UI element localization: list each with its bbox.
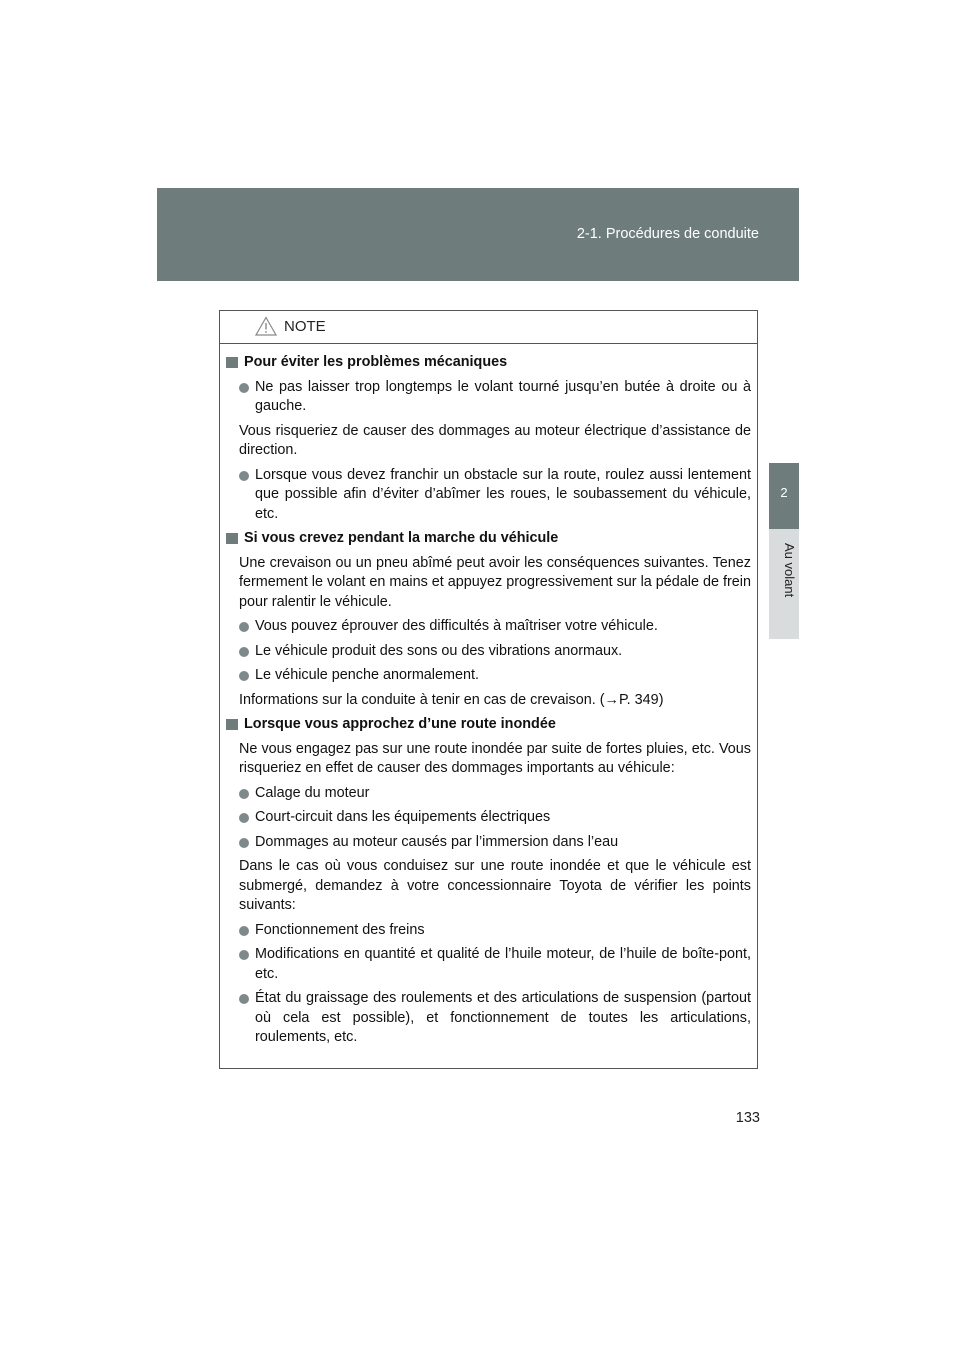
chapter-number: 2 (780, 485, 788, 500)
paragraph: Une crevaison ou un pneu abîmé peut avoir les conséquences suivantes. Tenez fermement le volant en mains et appuyez progressivement sur la pédale de frein pour ralentir le véhicule. (239, 554, 751, 610)
bullet-item (239, 989, 751, 1048)
note-header (220, 311, 757, 344)
note-box (219, 310, 758, 1069)
section-heading (226, 353, 751, 373)
round-bullet-icon (239, 789, 249, 799)
note-title: NOTE (284, 318, 326, 335)
note-content (220, 343, 757, 1053)
section-heading-text: Pour éviter les problèmes mécaniques (244, 354, 508, 370)
round-bullet-icon (239, 622, 249, 632)
round-bullet-icon (239, 383, 249, 393)
bullet-text: Modifications en quantité et qualité de l’huile moteur, de l’huile de boîte-pont, etc. (255, 946, 751, 982)
paragraph: Dans le cas où vous conduisez sur une route inondée et que le véhicule est submergé, demandez à votre concessionnaire Toyota de vérifier les points suivants: (239, 858, 751, 913)
bullet-item (239, 466, 751, 525)
bullet-text: Dommages au moteur causés par l’immersion dans l’eau (255, 833, 619, 850)
paragraph: Informations sur la conduite à tenir en cas de crevaison. (→P. 349) (239, 691, 664, 708)
round-bullet-icon (239, 671, 249, 681)
square-bullet-icon (226, 533, 238, 544)
round-bullet-icon (239, 926, 249, 936)
page-number: 133 (735, 1110, 760, 1126)
round-bullet-icon (239, 994, 249, 1004)
section-title: 2-1. Procédures de conduite (576, 226, 759, 242)
round-bullet-icon (239, 950, 249, 960)
round-bullet-icon (239, 471, 249, 481)
bullet-item (239, 378, 751, 417)
section-heading (226, 715, 751, 735)
square-bullet-icon (226, 719, 238, 730)
paragraph: Ne vous engagez pas sur une route inondée par suite de fortes pluies, etc. Vous risqueriez en effet de causer des dommages importants au véhicule: (239, 740, 751, 776)
paragraph: Vous risqueriez de causer des dommages au moteur électrique d’assistance de direction. (239, 422, 751, 458)
chapter-tab[interactable] (769, 463, 799, 529)
section-heading (226, 529, 751, 549)
bullet-text: Ne pas laisser trop longtemps le volant tourné jusqu’en butée à droite ou à gauche. (255, 378, 751, 414)
bullet-text: Court-circuit dans les équipements électriques (255, 809, 551, 825)
bullet-text: Le véhicule penche anormalement. (255, 667, 479, 683)
bullet-item (239, 666, 751, 686)
round-bullet-icon (239, 838, 249, 848)
bullet-text: Vous pouvez éprouver des difficultés à maîtriser votre véhicule. (255, 618, 658, 634)
round-bullet-icon (239, 813, 249, 823)
bullet-item (239, 945, 751, 984)
bullet-item (239, 617, 751, 637)
square-bullet-icon (226, 357, 238, 368)
chapter-tab-label[interactable] (769, 529, 799, 639)
round-bullet-icon (239, 647, 249, 657)
bullet-item (239, 808, 751, 828)
bullet-item (239, 921, 751, 941)
bullet-item (239, 833, 751, 853)
section-heading-text: Lorsque vous approchez d’une route inondée (244, 716, 556, 732)
chapter-label: Au volant (782, 543, 797, 598)
bullet-text: Calage du moteur (255, 784, 370, 801)
section-heading-text: Si vous crevez pendant la marche du véhicule (244, 530, 559, 546)
bullet-text: Fonctionnement des freins (255, 921, 425, 938)
bullet-item (239, 642, 751, 662)
bullet-text: État du graissage des roulements et des articulations de suspension (partout où cela est possible), et fonctionnement de toutes les articulations, roulements, etc. (255, 990, 751, 1045)
bullet-text: Le véhicule produit des sons ou des vibrations anormaux. (255, 642, 623, 659)
bullet-text: Lorsque vous devez franchir un obstacle sur la route, roulez aussi lentement que possible afin d’éviter d’abîmer les roues, le soubassement du véhicule, etc. (255, 466, 751, 522)
warning-triangle-icon (255, 316, 277, 336)
bullet-item (239, 784, 751, 804)
header-band (157, 188, 799, 281)
